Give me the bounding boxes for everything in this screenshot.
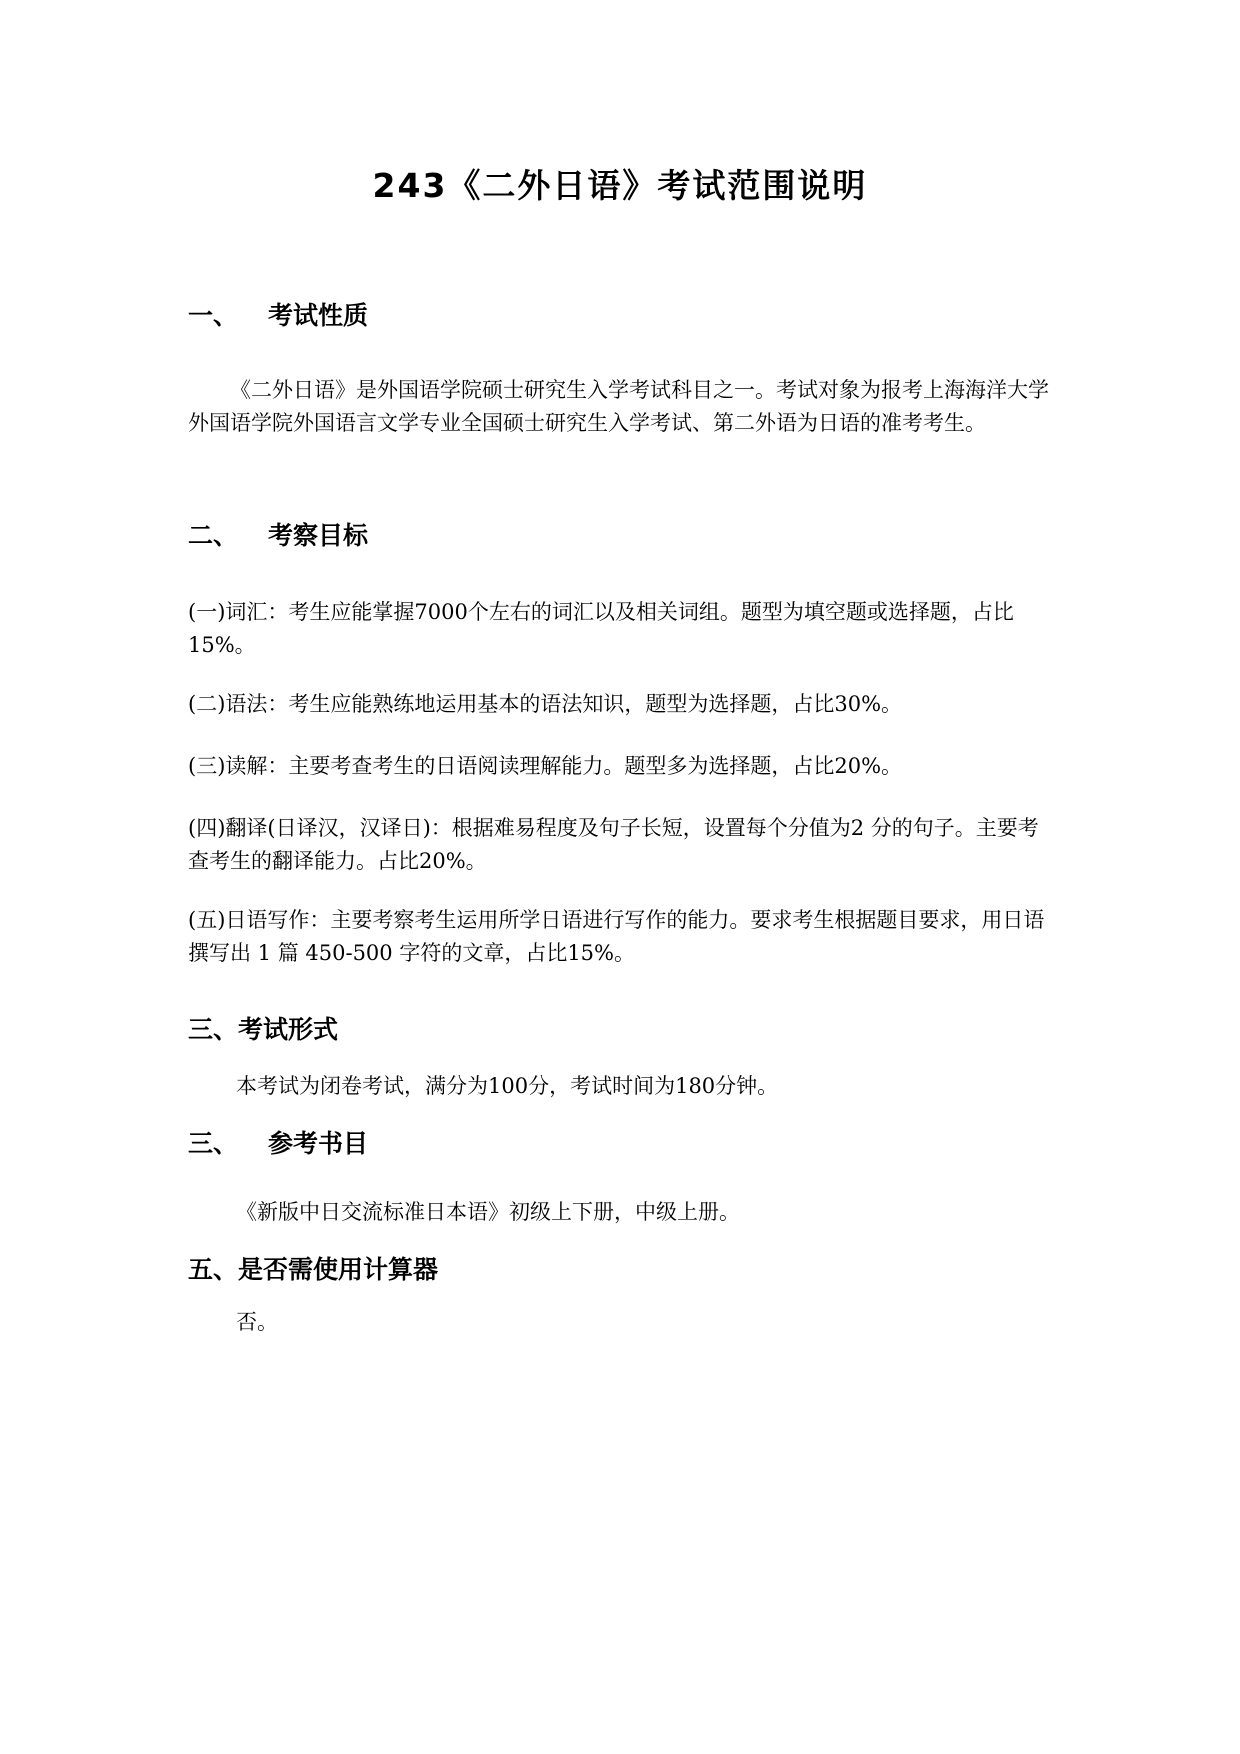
section-heading-format — [188, 1010, 338, 1046]
section-heading-objectives — [188, 516, 368, 552]
paragraph-calculator-answer: 否。 — [236, 1310, 278, 1334]
paragraph-writing: (五)日语写作：主要考察考生运用所学日语进行写作的能力。要求考生根据题目要求，用日语撰写出 1 篇 450-500 字符的文章，占比15%。 — [188, 908, 1045, 965]
section-heading-nature — [188, 296, 368, 332]
paragraph-reference-books: 《新版中日交流标准日本语》初级上下册，中级上册。 — [236, 1200, 740, 1224]
section-heading-references — [188, 1124, 368, 1160]
page-title: 243《二外日语》考试范围说明 — [372, 166, 868, 205]
section-number: 三、 — [188, 1129, 239, 1158]
section-number: 三、 — [188, 1015, 239, 1044]
section-number: 五、 — [188, 1255, 239, 1284]
paragraph-reading: (三)读解：主要考查考生的日语阅读理解能力。题型多为选择题，占比20%。 — [188, 754, 903, 778]
paragraph-grammar: (二)语法：考生应能熟练地运用基本的语法知识，题型为选择题，占比30%。 — [188, 692, 903, 716]
section-title: 考试形式 — [238, 1015, 339, 1044]
paragraph-exam-nature: 《二外日语》是外国语学院硕士研究生入学考试科目之一。考试对象为报考上海海洋大学外国语学院外国语言文学专业全国硕士研究生入学考试、第二外语为日语的准考考生。 — [188, 378, 1049, 435]
section-title: 考察目标 — [268, 521, 369, 550]
section-heading-calculator — [188, 1250, 438, 1286]
section-title: 是否需使用计算器 — [238, 1255, 439, 1284]
section-number: 二、 — [188, 521, 239, 550]
section-number: 一、 — [188, 301, 239, 330]
section-title: 考试性质 — [268, 301, 369, 330]
paragraph-vocabulary: (一)词汇：考生应能掌握7000个左右的词汇以及相关词组。题型为填空题或选择题，占比15%。 — [188, 600, 1014, 657]
section-title: 参考书目 — [268, 1129, 369, 1158]
paragraph-exam-format: 本考试为闭卷考试，满分为100分，考试时间为180分钟。 — [236, 1074, 779, 1098]
paragraph-translation: (四)翻译(日译汉，汉译日)：根据难易程度及句子长短，设置每个分值为2 分的句子。主要考查考生的翻译能力。占比20%。 — [188, 816, 1039, 873]
